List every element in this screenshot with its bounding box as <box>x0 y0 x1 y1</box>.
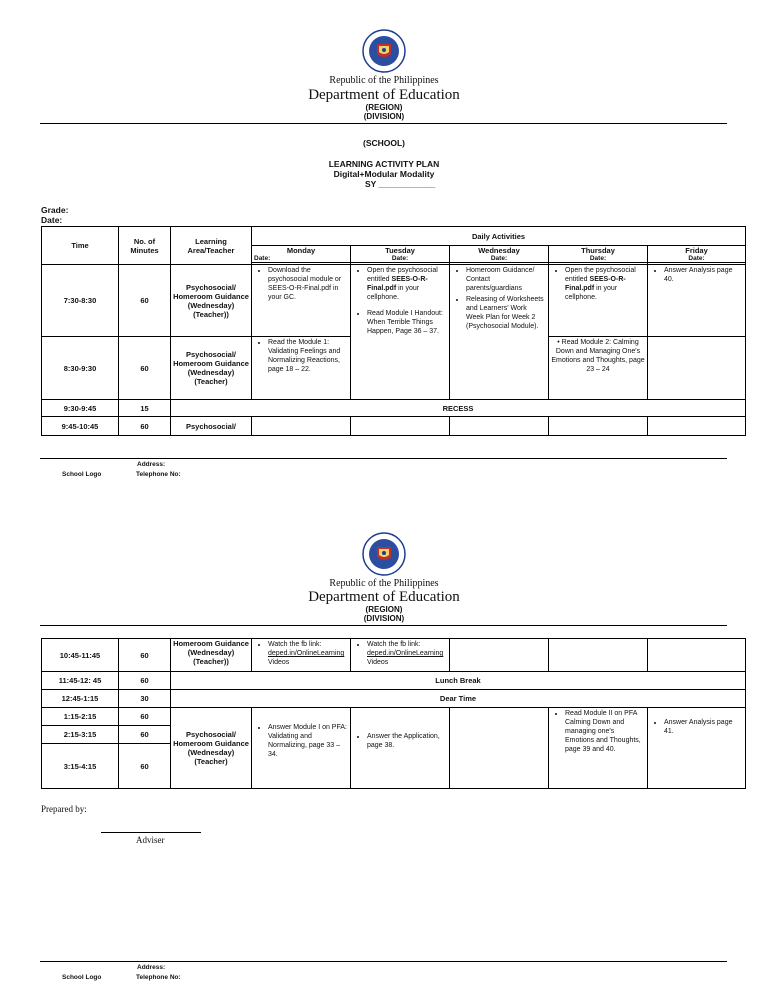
lunch-break-cell: Lunch Break <box>171 672 746 690</box>
minutes-cell: 60 <box>119 337 171 400</box>
table-row <box>42 400 746 417</box>
minutes-cell: 60 <box>119 639 171 672</box>
sy-text: SY ____________ <box>365 179 436 189</box>
tuesday-header: Tuesday Date: <box>351 246 450 265</box>
footer-rule <box>40 961 727 962</box>
minutes-cell: 60 <box>119 726 171 744</box>
time-cell: 7:30-8:30 <box>42 265 119 337</box>
area-cell: Psychosocial/ Homeroom Guidance (Wednesday) (Teacher)) <box>171 265 252 337</box>
time-header: Time <box>42 227 119 265</box>
telephone-label: Telephone No: <box>136 974 181 981</box>
dear-time-cell: Dear Time <box>171 690 746 708</box>
header-rule <box>40 123 727 124</box>
time-cell: 9:45-10:45 <box>42 417 119 436</box>
modality-text: Digital+Modular Modality <box>333 169 435 179</box>
monday-activity: • Download the psychosocial module or SEES-O-R-Final.pdf in your GC. <box>252 265 351 337</box>
tuesday-activity: • Answer the Application, page 38. <box>351 708 450 789</box>
activity-plan-table-1 <box>41 226 746 436</box>
thursday-header: Thursday Date: <box>549 246 648 265</box>
date-label: Date: <box>41 215 63 225</box>
table-row <box>42 690 746 708</box>
tuesday-activity: • Open the psychosocial entitled SEES-O-R-Final.pdf in your cellphone. • Read Module I Handout: When Terrible Things Happen, Page 36 – 37. <box>351 265 450 400</box>
department-title: Department of Education <box>308 589 460 605</box>
minutes-cell: 60 <box>119 417 171 436</box>
school-text: (SCHOOL) <box>362 138 406 148</box>
table-row <box>42 708 746 726</box>
area-cell: Psychosocial/ <box>171 417 252 436</box>
school-logo-label: School Logo <box>62 471 102 478</box>
table-row <box>42 672 746 690</box>
plan-title: LEARNING ACTIVITY PLAN <box>328 159 440 169</box>
area-cell: Homeroom Guidance (Wednesday) (Teacher)) <box>171 639 252 672</box>
friday-activity: • Answer Analysis page 40. <box>648 265 746 337</box>
daily-activities-header: Daily Activities <box>252 227 746 246</box>
monday-activity: • Answer Module I on PFA: Validating and Normalizing, page 33 – 34. <box>252 708 351 789</box>
area-cell: Psychosocial/ Homeroom Guidance (Wednesday) (Teacher) <box>171 337 252 400</box>
time-cell: 11:45-12: 45 <box>42 672 119 690</box>
grade-label: Grade: <box>41 205 69 215</box>
area-cell: Psychosocial/ Homeroom Guidance (Wednesday) (Teacher) <box>171 708 252 789</box>
minutes-cell: 60 <box>119 265 171 337</box>
address-label: Address: <box>137 964 166 971</box>
thursday-activity: • Read Module 2: Calming Down and Managing One's Emotions and Thoughts, page 23 – 24 <box>549 337 648 400</box>
time-cell: 10:45-11:45 <box>42 639 119 672</box>
time-cell: 1:15-2:15 <box>42 708 119 726</box>
friday-activity: • Answer Analysis page 41. <box>648 708 746 789</box>
thursday-activity: • Read Module II on PFA Calming Down and managing one's Emotions and Thoughts, page 39 and 40. <box>549 708 648 789</box>
time-cell: 8:30-9:30 <box>42 337 119 400</box>
header-rule <box>40 625 727 626</box>
republic-text: Republic of the Philippines <box>329 75 439 86</box>
region-text: (REGION) <box>365 103 403 112</box>
thursday-activity: • Open the psychosocial entitled SEES-O-R-Final.pdf in your cellphone. <box>549 265 648 337</box>
signature-line <box>101 832 201 833</box>
table-row <box>42 265 746 337</box>
minutes-cell: 60 <box>119 672 171 690</box>
region-text: (REGION) <box>365 605 403 614</box>
minutes-header: No. of Minutes <box>119 227 171 265</box>
wednesday-activity: • Homeroom Guidance/ Contact parents/guardians • Releasing of Worksheets and Learners' Work Week Plan for Week 2 (Psychosocial Module). <box>450 265 549 400</box>
minutes-cell: 30 <box>119 690 171 708</box>
footer-rule <box>40 458 727 459</box>
time-cell: 3:15-4:15 <box>42 744 119 789</box>
friday-activity <box>648 337 746 400</box>
division-text: (DIVISION) <box>363 614 405 623</box>
department-title: Department of Education <box>308 87 460 103</box>
school-logo-label: School Logo <box>62 974 102 981</box>
minutes-cell: 60 <box>119 744 171 789</box>
division-text: (DIVISION) <box>363 112 405 121</box>
friday-header: Friday Date: <box>648 246 746 265</box>
telephone-label: Telephone No: <box>136 471 181 478</box>
time-cell: 12:45-1:15 <box>42 690 119 708</box>
area-header: Learning Area/Teacher <box>171 227 252 265</box>
monday-activity: • Watch the fb link: deped.in/OnlineLearning Videos <box>252 639 351 672</box>
activity-plan-table-2 <box>41 638 746 789</box>
republic-text: Republic of the Philippines <box>329 578 439 589</box>
adviser-label: Adviser <box>136 835 165 845</box>
recess-cell: RECESS <box>171 400 746 417</box>
time-cell: 2:15-3:15 <box>42 726 119 744</box>
tuesday-activity: • Watch the fb link: deped.in/OnlineLearning Videos <box>351 639 450 672</box>
deped-seal-icon <box>362 532 406 576</box>
address-label: Address: <box>137 461 166 468</box>
table-row <box>42 639 746 672</box>
monday-header: Monday Date: <box>252 246 351 265</box>
time-cell: 9:30-9:45 <box>42 400 119 417</box>
deped-seal-icon <box>362 29 406 73</box>
wednesday-header: Wednesday Date: <box>450 246 549 265</box>
minutes-cell: 15 <box>119 400 171 417</box>
minutes-cell: 60 <box>119 708 171 726</box>
monday-activity: • Read the Module 1: Validating Feelings and Normalizing Reactions, page 18 – 22. <box>252 337 351 400</box>
prepared-by-label: Prepared by: <box>41 804 87 814</box>
table-row <box>42 417 746 436</box>
